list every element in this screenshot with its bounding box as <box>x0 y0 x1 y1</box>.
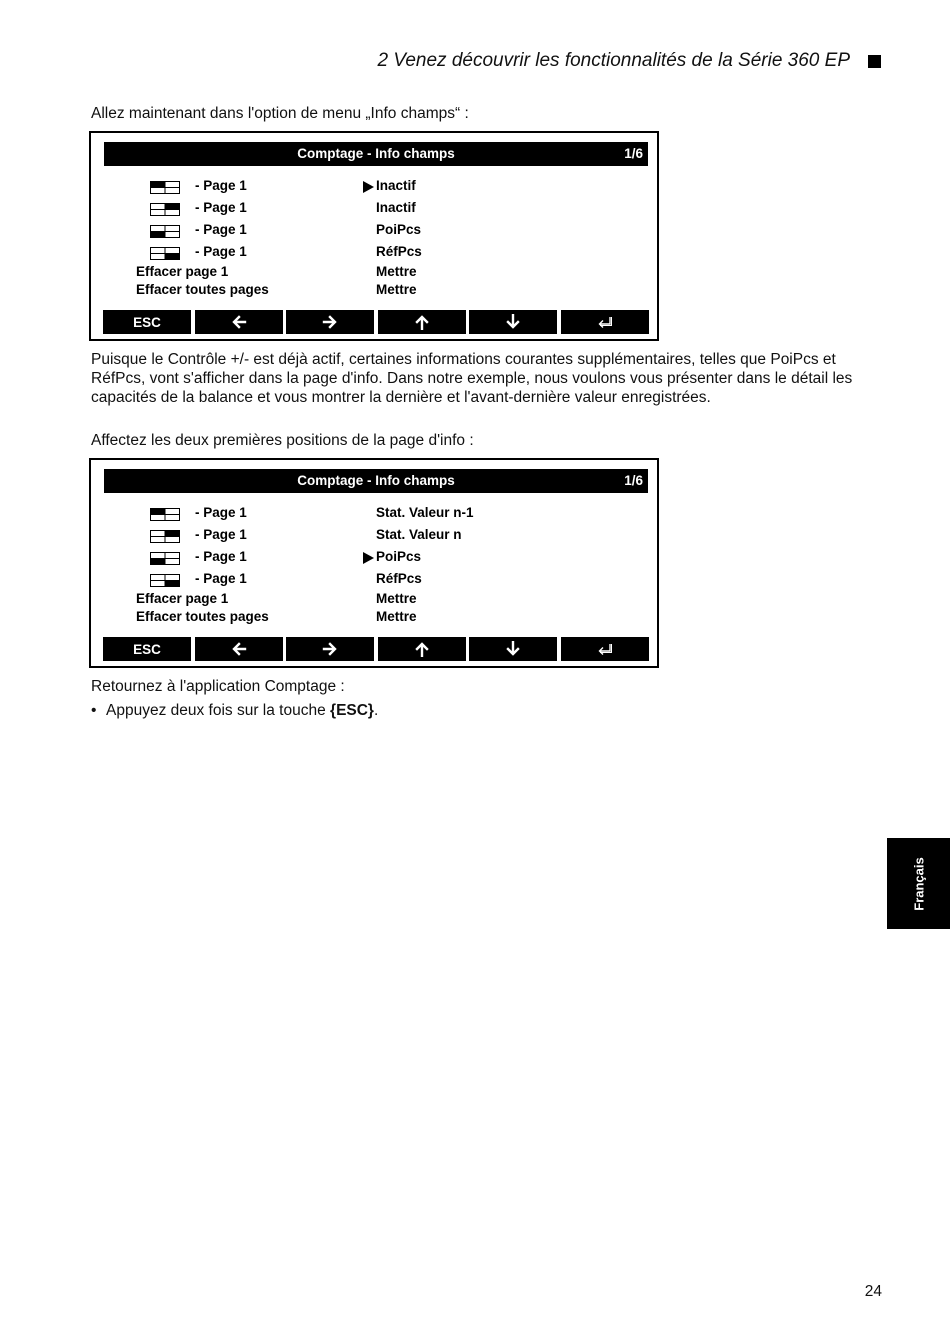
screen-page-indicator: 1/6 <box>624 473 643 488</box>
menu-row[interactable] <box>91 505 657 523</box>
menu-row-label: Effacer toutes pages <box>136 609 269 624</box>
menu-row[interactable] <box>91 264 657 282</box>
language-tab-label: Français <box>911 856 926 911</box>
esc-softkey[interactable] <box>103 310 191 334</box>
enter-softkey[interactable] <box>561 637 649 661</box>
menu-row[interactable] <box>91 571 657 589</box>
screen-title: Comptage - Info champs <box>297 146 455 161</box>
language-tab <box>887 838 950 929</box>
esc-key-label: {ESC} <box>330 702 374 719</box>
balance-screen-2 <box>89 458 659 668</box>
screen-title-bar <box>104 469 648 493</box>
arrow-left-softkey[interactable] <box>195 310 283 334</box>
menu-row[interactable] <box>91 549 657 567</box>
arrow-up-softkey[interactable] <box>378 637 466 661</box>
softkey-label: ESC <box>133 641 161 657</box>
bullet-end: . <box>373 702 379 719</box>
info-field-1-icon <box>150 508 180 521</box>
return-instruction: Retournez à l'application Comptage : <box>91 678 345 695</box>
screen-title: Comptage - Info champs <box>297 473 455 488</box>
menu-row-label: - Page 1 <box>195 244 247 259</box>
menu-row[interactable] <box>91 527 657 545</box>
menu-row-value: Inactif <box>376 200 416 215</box>
selection-cursor-icon <box>363 552 374 564</box>
menu-row-label: - Page 1 <box>195 571 247 586</box>
menu-row-value: PoiPcs <box>376 222 422 237</box>
bullet-text: Appuyez deux fois sur la touche <box>106 702 326 719</box>
menu-row[interactable] <box>91 609 657 627</box>
menu-row[interactable] <box>91 282 657 300</box>
menu-row-value: Mettre <box>376 609 417 624</box>
esc-softkey[interactable] <box>103 637 191 661</box>
menu-row-label: Effacer page 1 <box>136 591 229 606</box>
arrow-right-icon <box>322 314 338 330</box>
arrow-down-softkey[interactable] <box>469 310 557 334</box>
selection-cursor-icon <box>363 181 374 193</box>
menu-row-label: - Page 1 <box>195 178 247 193</box>
menu-row[interactable] <box>91 591 657 609</box>
arrow-left-icon <box>231 641 247 657</box>
menu-row-value: Mettre <box>376 591 417 606</box>
arrow-left-softkey[interactable] <box>195 637 283 661</box>
menu-row-label: - Page 1 <box>195 222 247 237</box>
bullet-symbol: • <box>91 702 97 719</box>
info-field-4-icon <box>150 247 180 260</box>
softkey-bar <box>103 310 649 334</box>
menu-row-value: RéfPcs <box>376 244 422 259</box>
info-field-2-icon <box>150 530 180 543</box>
menu-row-value: Stat. Valeur n <box>376 527 462 542</box>
menu-row-label: - Page 1 <box>195 527 247 542</box>
menu-row-value: Mettre <box>376 282 417 297</box>
assign-instruction: Affectez les deux premières positions de la page d'info : <box>91 432 474 449</box>
arrow-down-icon <box>505 641 521 657</box>
bullet-item <box>91 701 378 720</box>
balance-screen-1 <box>89 131 659 341</box>
arrow-up-softkey[interactable] <box>378 310 466 334</box>
menu-row[interactable] <box>91 244 657 262</box>
menu-row[interactable] <box>91 200 657 218</box>
arrow-up-icon <box>414 314 430 330</box>
menu-row[interactable] <box>91 178 657 196</box>
menu-row[interactable] <box>91 222 657 240</box>
info-field-3-icon <box>150 552 180 565</box>
page-header: 2 Venez découvrir les fonctionnalités de la Série 360 EP <box>377 50 850 71</box>
enter-softkey[interactable] <box>561 310 649 334</box>
menu-row-value: Mettre <box>376 264 417 279</box>
softkey-label: ESC <box>133 314 161 330</box>
arrow-left-icon <box>231 314 247 330</box>
intro-text: Allez maintenant dans l'option de menu „Info champs“ : <box>91 105 469 122</box>
softkey-bar <box>103 637 649 661</box>
arrow-up-icon <box>414 641 430 657</box>
header-square-icon <box>868 55 881 68</box>
menu-row-label: - Page 1 <box>195 505 247 520</box>
info-field-2-icon <box>150 203 180 216</box>
arrow-right-softkey[interactable] <box>286 310 374 334</box>
info-field-4-icon <box>150 574 180 587</box>
menu-row-value: PoiPcs <box>376 549 422 564</box>
menu-row-label: Effacer page 1 <box>136 264 229 279</box>
screen-title-bar <box>104 142 648 166</box>
menu-row-label: - Page 1 <box>195 549 247 564</box>
enter-icon <box>597 641 613 657</box>
menu-row-label: - Page 1 <box>195 200 247 215</box>
menu-row-value: Stat. Valeur n-1 <box>376 505 474 520</box>
info-field-3-icon <box>150 225 180 238</box>
arrow-down-softkey[interactable] <box>469 637 557 661</box>
explanation-paragraph: Puisque le Contrôle +/- est déjà actif, certaines informations courantes supplémentaires, telles que PoiPcs et RéfPcs, vont s'afficher dans la page d'info. Dans notre exemple, nous voulons vous présenter dans le détail les capacités de la balance et vous montrer la dernière et l'avant-dernière valeur enregistrées. <box>91 351 853 406</box>
arrow-right-softkey[interactable] <box>286 637 374 661</box>
enter-icon <box>597 314 613 330</box>
arrow-right-icon <box>322 641 338 657</box>
screen-page-indicator: 1/6 <box>624 146 643 161</box>
menu-row-value: RéfPcs <box>376 571 422 586</box>
menu-row-label: Effacer toutes pages <box>136 282 269 297</box>
info-field-1-icon <box>150 181 180 194</box>
page-number: 24 <box>864 1283 882 1300</box>
menu-row-value: Inactif <box>376 178 416 193</box>
arrow-down-icon <box>505 314 521 330</box>
